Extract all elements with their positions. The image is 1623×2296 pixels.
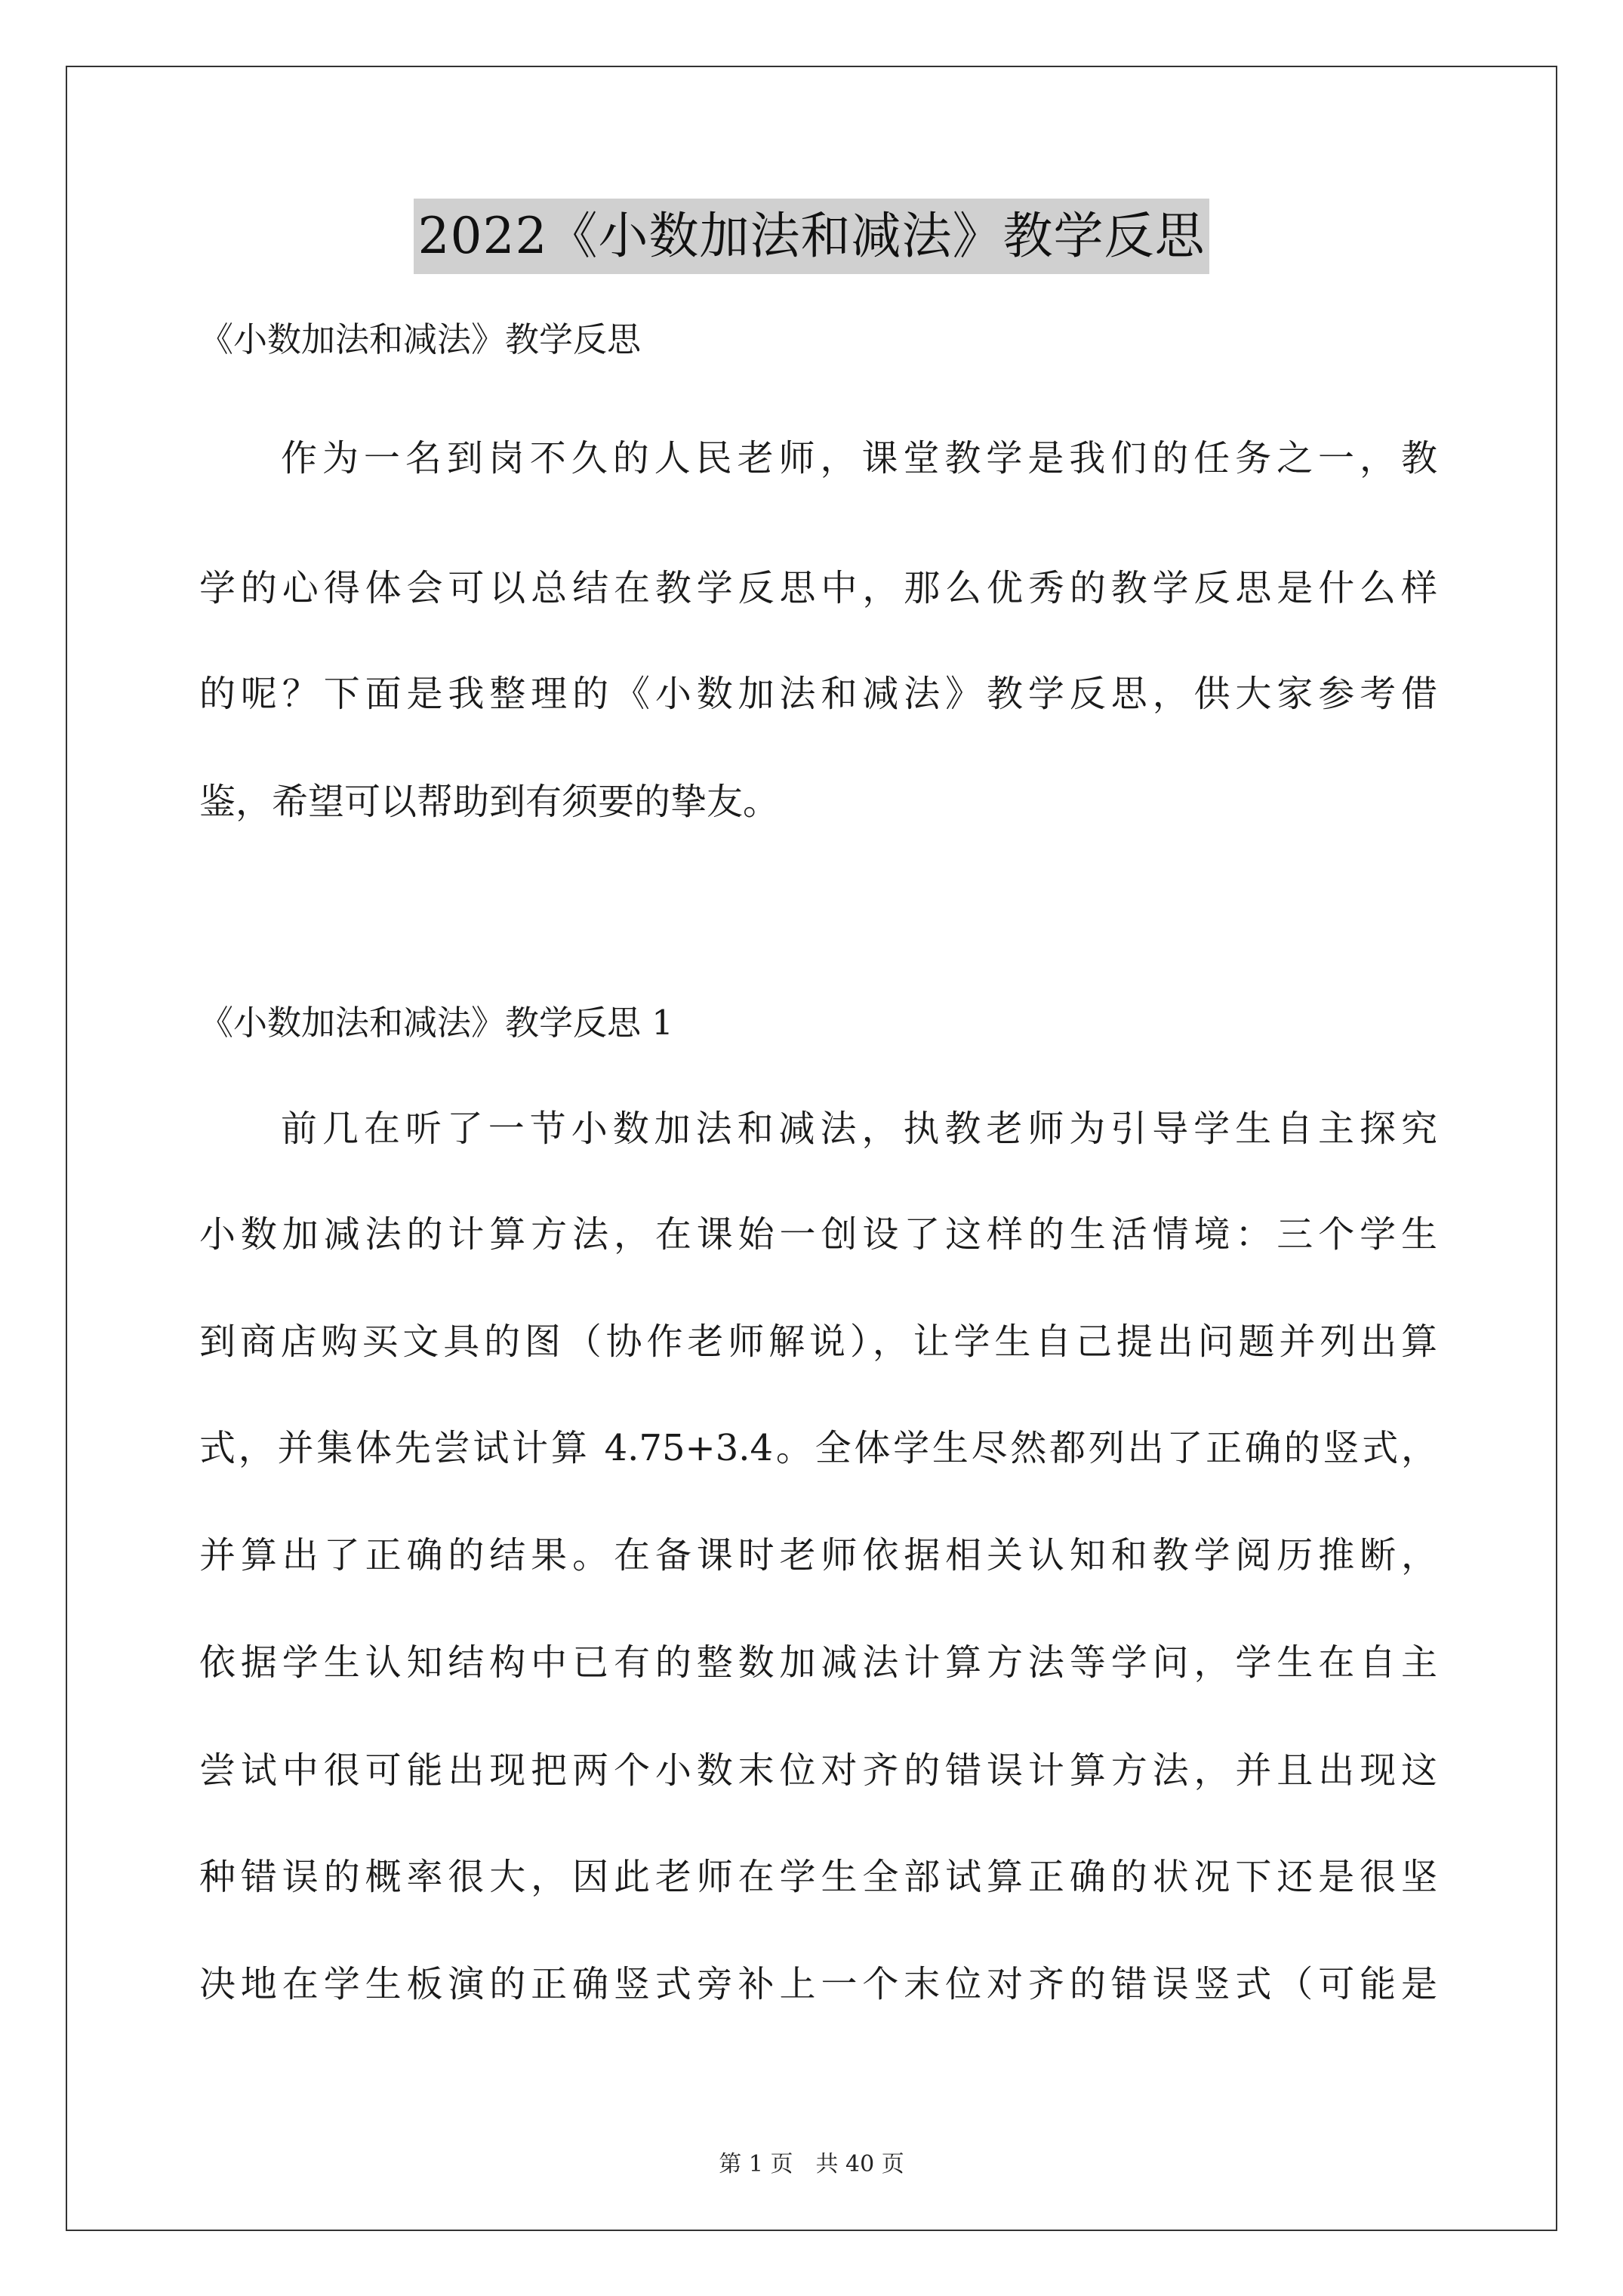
paragraph-line: 并算出了正确的结果。在备课时老师依据相关认知和教学阅历推断， <box>199 1534 1437 1576</box>
paragraph-line: 到商店购买文具的图（协作老师解说），让学生自己提出问题并列出算 <box>199 1321 1437 1363</box>
paragraph-line: 学的心得体会可以总结在教学反思中，那么优秀的教学反思是什么样 <box>199 567 1437 609</box>
section-heading-intro: 《小数加法和减法》教学反思 <box>199 319 642 359</box>
paragraph-line: 鉴，希望可以帮助到有须要的挚友。 <box>199 781 780 823</box>
paragraph-line: 的呢？下面是我整理的《小数加法和减法》教学反思，供大家参考借 <box>199 673 1437 715</box>
paragraph-line: 式，并集体先尝试计算 4.75+3.4。全体学生尽然都列出了正确的竖式， <box>199 1427 1437 1469</box>
paragraph-line: 前几在听了一节小数加法和减法，执教老师为引导学生自主探究 <box>281 1108 1437 1150</box>
paragraph-line: 决地在学生板演的正确竖式旁补上一个末位对齐的错误竖式（可能是 <box>199 1963 1437 2005</box>
document-title: 2022《小数加法和减法》教学反思 <box>414 199 1210 274</box>
page-footer: 第 1 页 共 40 页 <box>719 2151 904 2177</box>
paragraph-line: 作为一名到岗不久的人民老师，课堂教学是我们的任务之一，教 <box>281 437 1437 479</box>
title-container <box>0 199 1623 274</box>
paragraph-line: 尝试中很可能出现把两个小数末位对齐的错误计算方法，并且出现这 <box>199 1749 1437 1792</box>
paragraph-line: 依据学生认知结构中已有的整数加减法计算方法等学问，学生在自主 <box>199 1641 1437 1684</box>
paragraph-line: 种错误的概率很大，因此老师在学生全部试算正确的状况下还是很坚 <box>199 1856 1437 1898</box>
paragraph-line: 小数加减法的计算方法，在课始一创设了这样的生活情境：三个学生 <box>199 1213 1437 1256</box>
section-heading-1: 《小数加法和减法》教学反思 1 <box>199 1003 673 1043</box>
